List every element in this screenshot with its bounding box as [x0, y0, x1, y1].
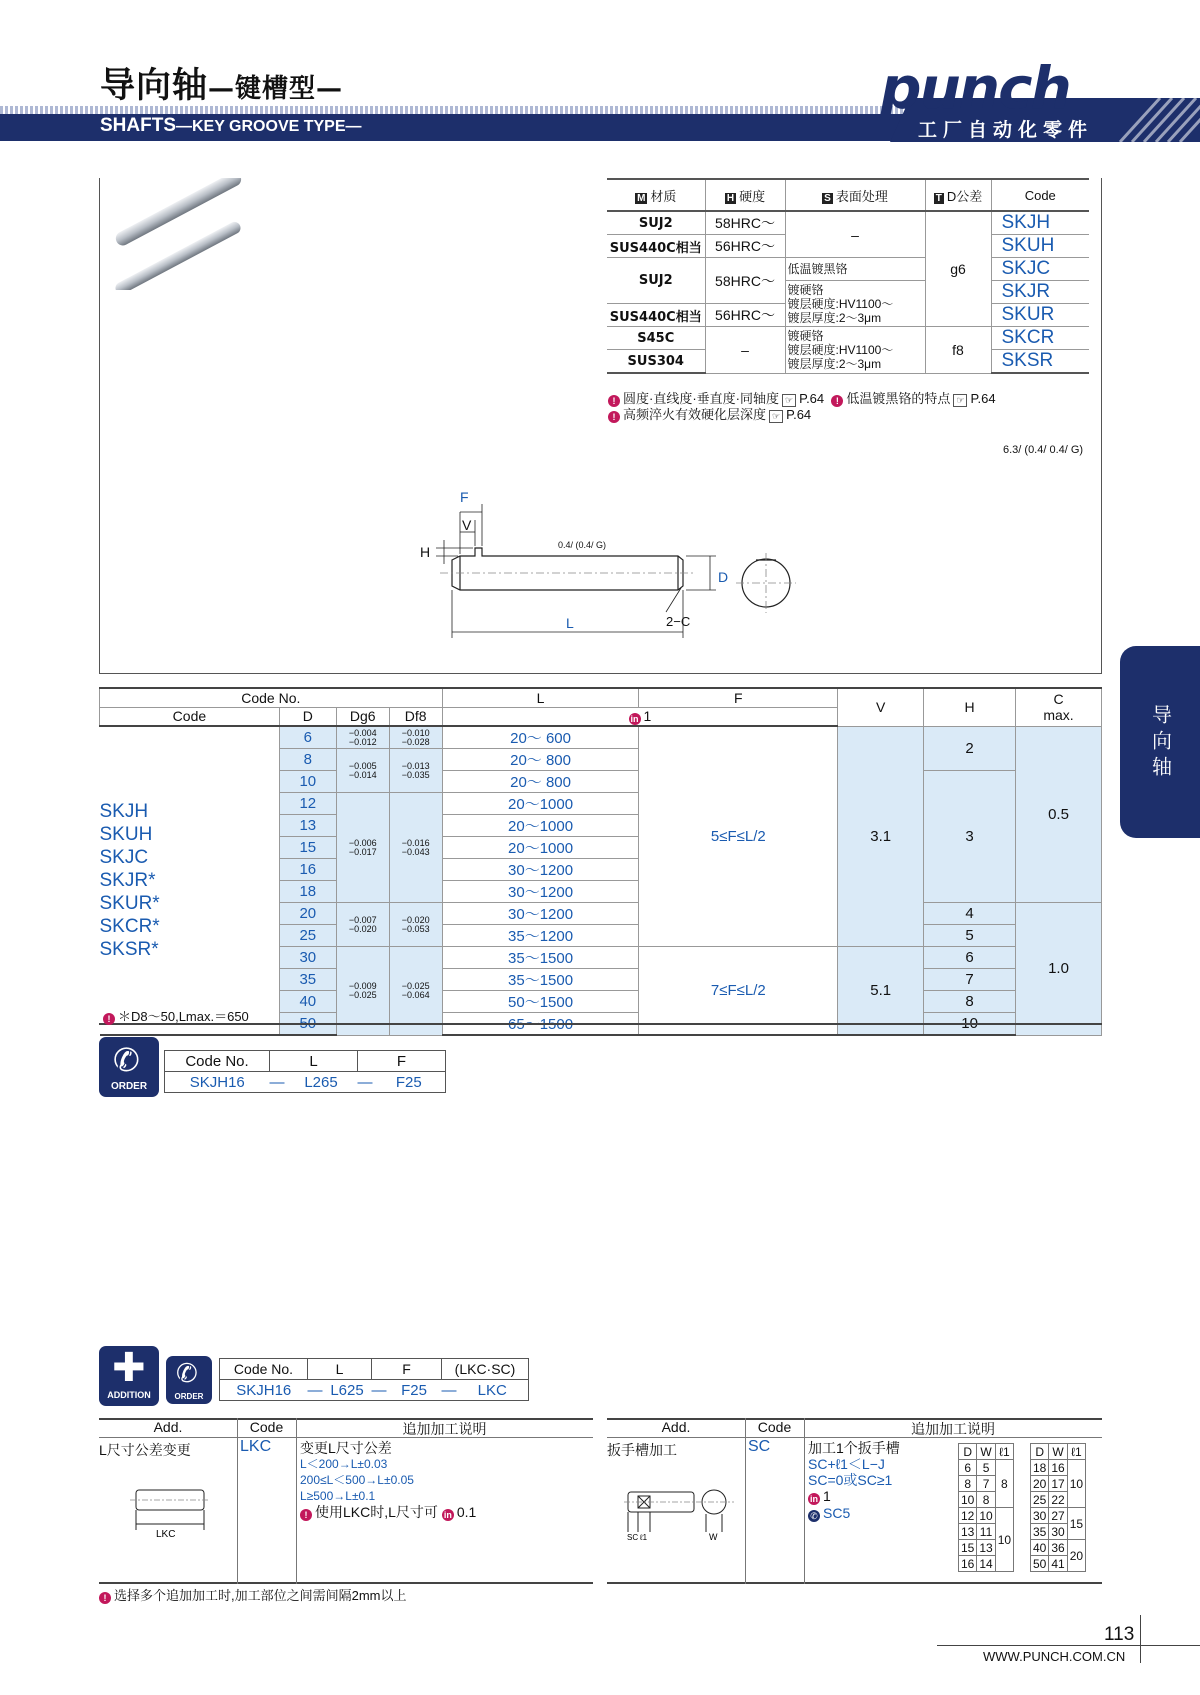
spec-code[interactable]: SKSR: [991, 350, 1089, 374]
d-value: 35: [279, 969, 336, 991]
f8-tol: −0.010 −0.028: [389, 726, 442, 749]
spec-material: SUJ2: [607, 258, 705, 304]
add-right-desc: 加工1个扳手槽 SC+ℓ1＜L−J SC=0或SC≥1 in 1 ✆ SC5: [808, 1440, 900, 1521]
spec-code[interactable]: SKUH: [991, 235, 1089, 258]
code-item[interactable]: SKUH: [99, 824, 153, 845]
g6-tol: −0.009 −0.025: [336, 947, 389, 1036]
code-item[interactable]: SKJC: [99, 847, 149, 868]
add-right-name: 扳手槽加工: [607, 1442, 677, 1458]
th-L: L: [442, 688, 639, 707]
svg-text:W: W: [709, 1532, 718, 1542]
d-value: 6: [279, 726, 336, 749]
f-range: 5≤F≤L/2: [639, 726, 838, 947]
spec-surface: –: [785, 211, 925, 258]
spec-h-tolerance: T D公差: [925, 179, 991, 211]
code-item[interactable]: SKUR*: [99, 893, 160, 914]
add-order-v-extra: — LKC: [442, 1380, 529, 1401]
l-range: 20～ 800: [442, 749, 639, 771]
spec-table: [607, 178, 1089, 374]
add-order-h-F: F: [372, 1359, 442, 1380]
spec-material: SUS440C相当: [607, 304, 705, 327]
order-v-F: — F25: [358, 1072, 446, 1093]
spec-h-hardness: H 硬度: [705, 179, 785, 211]
phone-icon: ✆: [113, 1042, 140, 1078]
code-item[interactable]: SKJR*: [99, 870, 156, 891]
add-right-vrule2: [804, 1418, 805, 1584]
sc-mini-table-right: D W ℓ1 18 16 10 20 17 25 22 30 27 15 35 30 40 36 20 50 41: [1030, 1443, 1086, 1572]
d-value: 8: [279, 749, 336, 771]
l-range: 30～1200: [442, 859, 639, 881]
f8-tol: −0.020 −0.053: [389, 903, 442, 947]
sc-mini-table-left: D W ℓ1 6 5 8 8 7 10 8 12 10 10 13 11 15 13 16 14: [958, 1443, 1014, 1572]
order-example: [164, 1050, 446, 1093]
table-footnote: ! ＊D8～50,Lmax.＝650: [103, 1006, 249, 1025]
spec-note-1: ! 圆度·直线度·垂直度·同轴度 ☞ P.64 ! 低温镀黑铬的特点 ☞ P.64: [608, 388, 996, 407]
h-value: 6: [924, 947, 1016, 969]
add-left-h-desc: 追加加工说明: [402, 1421, 487, 1437]
page-title-cn: 导向轴—键槽型—: [100, 66, 344, 106]
order-h-F: F: [358, 1051, 446, 1072]
h-value: 8: [924, 991, 1016, 1013]
dim-chamfer: 2−C: [666, 614, 691, 629]
v-value: 3.1: [838, 726, 924, 947]
add-right-h-add: Add.: [661, 1419, 691, 1435]
l-range: 30～1200: [442, 881, 639, 903]
spec-hardness: 56HRC～: [705, 235, 785, 258]
brand-logo: punch: [880, 54, 1070, 122]
l-range: 20～ 800: [442, 771, 639, 793]
d-value: 16: [279, 859, 336, 881]
l-range: 20～1000: [442, 815, 639, 837]
l-range: 20～1000: [442, 837, 639, 859]
add-left-name: L尺寸公差变更: [99, 1442, 191, 1458]
th-F: F: [639, 688, 838, 707]
add-left-h-code: Code: [249, 1419, 284, 1435]
h-value: 5: [924, 925, 1016, 947]
spec-h-material: M 材质: [607, 179, 705, 211]
add-right-code[interactable]: SC: [748, 1438, 771, 1455]
svg-text:ℓ1: ℓ1: [640, 1533, 648, 1542]
d-value: 10: [279, 771, 336, 793]
svg-text:LKC: LKC: [156, 1529, 176, 1540]
d-value: 30: [279, 947, 336, 969]
th-V: V: [838, 688, 924, 726]
th-Dg6: Dg6: [336, 707, 389, 726]
spec-code[interactable]: SKJR: [991, 281, 1089, 304]
spec-tolerance: f8: [925, 327, 991, 374]
dimension-table: [99, 687, 1102, 1036]
order-v-code: SKJH16: [165, 1072, 270, 1093]
l-range: 35～1200: [442, 925, 639, 947]
l-range: 30～1200: [442, 903, 639, 925]
d-value: 12: [279, 793, 336, 815]
l-range: 20～1000: [442, 793, 639, 815]
dim-F: F: [460, 490, 469, 505]
th-Df8: Df8: [389, 707, 442, 726]
l-range: 65～1500: [442, 1013, 639, 1036]
order-badge-small: ✆ ORDER: [166, 1356, 212, 1404]
phone-icon: ✆: [176, 1358, 198, 1388]
spec-hardness: –: [705, 327, 785, 374]
th-C: C max.: [1016, 688, 1102, 726]
h-value: 4: [924, 903, 1016, 925]
shaft-drawing: [400, 490, 800, 640]
spec-tolerance: g6: [925, 211, 991, 327]
side-tab[interactable]: 导向轴: [1120, 646, 1200, 838]
add-right-h-desc: 追加加工说明: [911, 1421, 995, 1437]
spec-hardness: 56HRC～: [705, 304, 785, 327]
d-value: 20: [279, 903, 336, 925]
d-value: 13: [279, 815, 336, 837]
l-range: 35～1500: [442, 947, 639, 969]
lkc-figure: [130, 1480, 210, 1540]
spec-hardness: 58HRC～: [705, 258, 785, 304]
v-value: 5.1: [838, 947, 924, 1036]
dim-V: V: [462, 517, 472, 533]
f8-tol: −0.013 −0.035: [389, 749, 442, 793]
th-D: D: [279, 707, 336, 726]
roughness-symbol: 6.3/ (0.4/ 0.4/ G): [1003, 444, 1084, 456]
l-range: 35～1500: [442, 969, 639, 991]
page-title-en: SHAFTS—KEY GROOVE TYPE—: [100, 115, 362, 136]
dim-H: H: [420, 544, 431, 560]
code-item[interactable]: SKSR*: [99, 939, 159, 960]
add-left-code[interactable]: LKC: [240, 1438, 272, 1455]
add-order-v-F: — F25: [372, 1380, 442, 1401]
spec-hardness: 58HRC～: [705, 211, 785, 235]
add-order-h-extra: (LKC·SC): [442, 1359, 529, 1380]
f-range: 7≤F≤L/2: [639, 947, 838, 1036]
order-h-L: L: [270, 1051, 358, 1072]
h-value: 10: [924, 1013, 1016, 1036]
code-item[interactable]: SKCR*: [99, 916, 160, 937]
order-v-L: — L265: [270, 1072, 358, 1093]
l-range: 20～ 600: [442, 726, 639, 749]
h-value: 2: [924, 726, 1016, 771]
g6-tol: −0.005 −0.014: [336, 749, 389, 793]
spec-surface: 镀硬铬 镀层硬度:HV1100～ 镀层厚度:2～3μm: [785, 281, 925, 327]
f8-tol: −0.025 −0.064: [389, 947, 442, 1036]
bottom-note: ! 选择多个追加加工时,加工部位之间需间隔2mm以上: [99, 1585, 407, 1604]
d-value: 18: [279, 881, 336, 903]
svg-text:SC: SC: [627, 1533, 639, 1542]
spec-material: SUJ2: [607, 211, 705, 235]
addition-badge: ✚ ADDITION: [99, 1346, 159, 1406]
footer-rule-v: [1140, 1615, 1141, 1663]
spec-note-2: ! 高频淬火有效硬化层深度 ☞ P.64: [608, 404, 811, 423]
code-item[interactable]: SKJH: [99, 801, 149, 822]
c-value: 0.5: [1016, 726, 1102, 903]
addition-order-example: [219, 1358, 529, 1401]
d-value: 40: [279, 991, 336, 1013]
g6-tol: −0.006 −0.017: [336, 793, 389, 903]
add-right-vrule1: [745, 1418, 746, 1584]
spec-material: SUS440C相当: [607, 235, 705, 258]
spec-material: SUS304: [607, 350, 705, 374]
page-number: 113: [1104, 1624, 1135, 1645]
footer-url[interactable]: WWW.PUNCH.COM.CN: [983, 1649, 1126, 1664]
h-value: 3: [924, 771, 1016, 903]
g6-tol: −0.007 −0.020: [336, 903, 389, 947]
h-value: 7: [924, 969, 1016, 991]
d-value: 15: [279, 837, 336, 859]
add-order-v-L: — L625: [308, 1380, 372, 1401]
l-range: 50～1500: [442, 991, 639, 1013]
add-order-v-code: SKJH16: [220, 1380, 308, 1401]
order-badge: ✆ ORDER: [99, 1037, 159, 1097]
spec-h-surface: S 表面处理: [785, 179, 925, 211]
spec-code[interactable]: SKJC: [991, 258, 1089, 281]
th-code: Code: [100, 707, 280, 726]
order-h-code: Code No.: [165, 1051, 270, 1072]
c-value: 1.0: [1016, 903, 1102, 1036]
code-list: [100, 726, 280, 1035]
th-unit: in 1: [442, 707, 838, 726]
add-left-vrule1: [237, 1418, 238, 1584]
spec-surface: 低温镀黑铬: [785, 258, 925, 281]
add-order-h-L: L: [308, 1359, 372, 1380]
sc-figure: [624, 1482, 734, 1542]
th-H: H: [924, 688, 1016, 726]
spec-h-code: Code: [991, 179, 1089, 211]
shaft-photo: [108, 178, 248, 290]
spec-code[interactable]: SKJH: [991, 211, 1089, 235]
spec-surface: 镀硬铬 镀层硬度:HV1100～ 镀层厚度:2～3μm: [785, 327, 925, 374]
add-right-h-code: Code: [757, 1419, 792, 1435]
brand-tagline: 工厂自动化零件: [918, 119, 1094, 141]
d-value: 50: [279, 1013, 336, 1036]
add-left-vrule2: [296, 1418, 297, 1584]
th-code-no: Code No.: [100, 688, 443, 707]
d-value: 25: [279, 925, 336, 947]
g6-tol: −0.004 −0.012: [336, 726, 389, 749]
f8-tol: −0.016 −0.043: [389, 793, 442, 903]
plus-icon: ✚: [112, 1346, 146, 1390]
footer-rule-h: [937, 1645, 1200, 1646]
footnote-row: [99, 1005, 1102, 1025]
dim-L: L: [566, 615, 574, 631]
add-left-desc: 变更L尺寸公差 L＜200→L±0.03 200≤L＜500→L±0.05 L≥500→L±0.1 ! 使用LKC时,L尺寸可 in 0.1: [300, 1440, 477, 1520]
add-order-h-code: Code No.: [220, 1359, 308, 1380]
add-left-h-add: Add.: [153, 1419, 183, 1435]
dim-roughness: 0.4/ (0.4/ G): [558, 540, 607, 550]
spec-material: S45C: [607, 327, 705, 350]
spec-code[interactable]: SKCR: [991, 327, 1089, 350]
spec-code[interactable]: SKUR: [991, 304, 1089, 327]
dim-D: D: [718, 569, 729, 585]
